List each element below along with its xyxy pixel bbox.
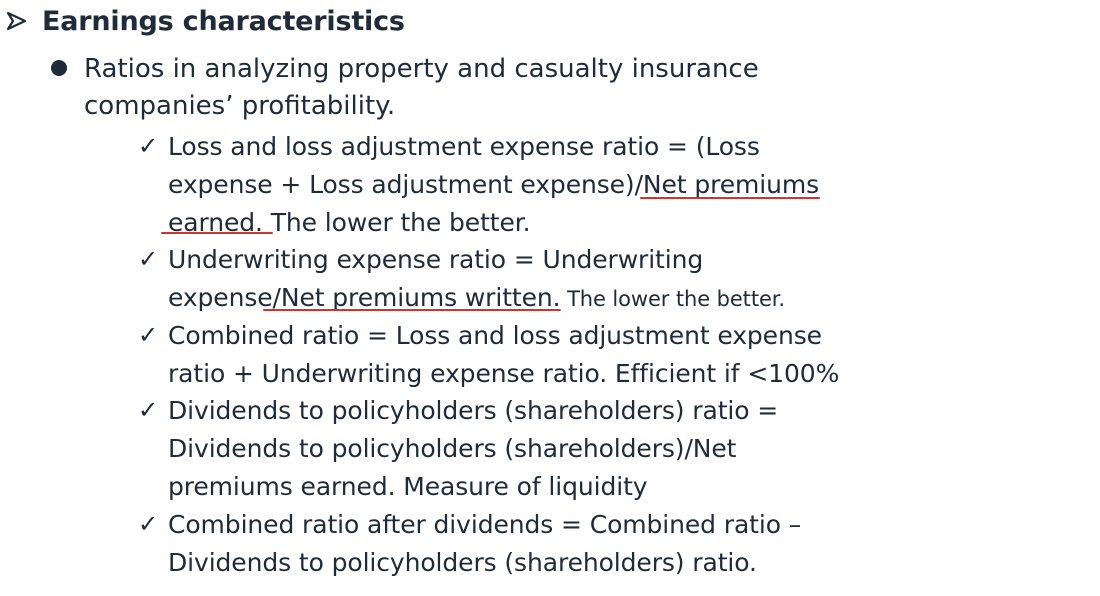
- item-text: [168, 506, 848, 582]
- annotation-underline: [640, 197, 820, 199]
- item-text: [168, 241, 848, 318]
- arrowhead-bullet-icon: [6, 10, 28, 32]
- item-line: ratio + Underwriting expense ratio. Efficient if <100%: [168, 359, 840, 388]
- checkmark-icon: ✓: [138, 321, 159, 349]
- item-line: Combined ratio = Loss and loss adjustment expense: [168, 321, 822, 350]
- item-line: Dividends to policyholders (shareholders)/Net: [168, 434, 737, 463]
- item-line: Dividends to policyholders (shareholders) ratio =: [168, 396, 779, 425]
- item-line: earned. The lower the better.: [168, 208, 531, 237]
- item-line: Loss and loss adjustment expense ratio = (Loss: [168, 132, 760, 161]
- heading-row: [6, 2, 405, 40]
- item-line-small: The lower the better.: [560, 287, 785, 311]
- item-line-main: expense/Net premiums written.: [168, 283, 561, 312]
- checkmark-icon: ✓: [138, 510, 159, 538]
- checkmark-icon: ✓: [138, 396, 159, 424]
- item-text: [168, 128, 848, 242]
- item-line: expense + Loss adjustment expense)/Net premiums: [168, 170, 820, 199]
- item-line: Combined ratio after dividends = Combined ratio –: [168, 510, 802, 539]
- annotation-underline: [161, 232, 273, 234]
- item-line: Dividends to policyholders (shareholders) ratio.: [168, 548, 757, 577]
- item-line: Underwriting expense ratio = Underwriting: [168, 245, 704, 274]
- checkmark-icon: ✓: [138, 132, 159, 160]
- item-text: [168, 392, 848, 506]
- item-text: [168, 317, 848, 393]
- item-line: [168, 279, 848, 318]
- filled-circle-bullet-icon: [51, 60, 67, 76]
- bullet-line: Ratios in analyzing property and casualty insurance: [84, 54, 759, 84]
- bullet-text: [84, 51, 764, 125]
- item-line: premiums earned. Measure of liquidity: [168, 472, 648, 501]
- section-heading: Earnings characteristics: [42, 5, 405, 37]
- bullet-line: companies’ profitability.: [84, 91, 396, 121]
- annotation-underline: [263, 309, 561, 311]
- checkmark-icon: ✓: [138, 245, 159, 273]
